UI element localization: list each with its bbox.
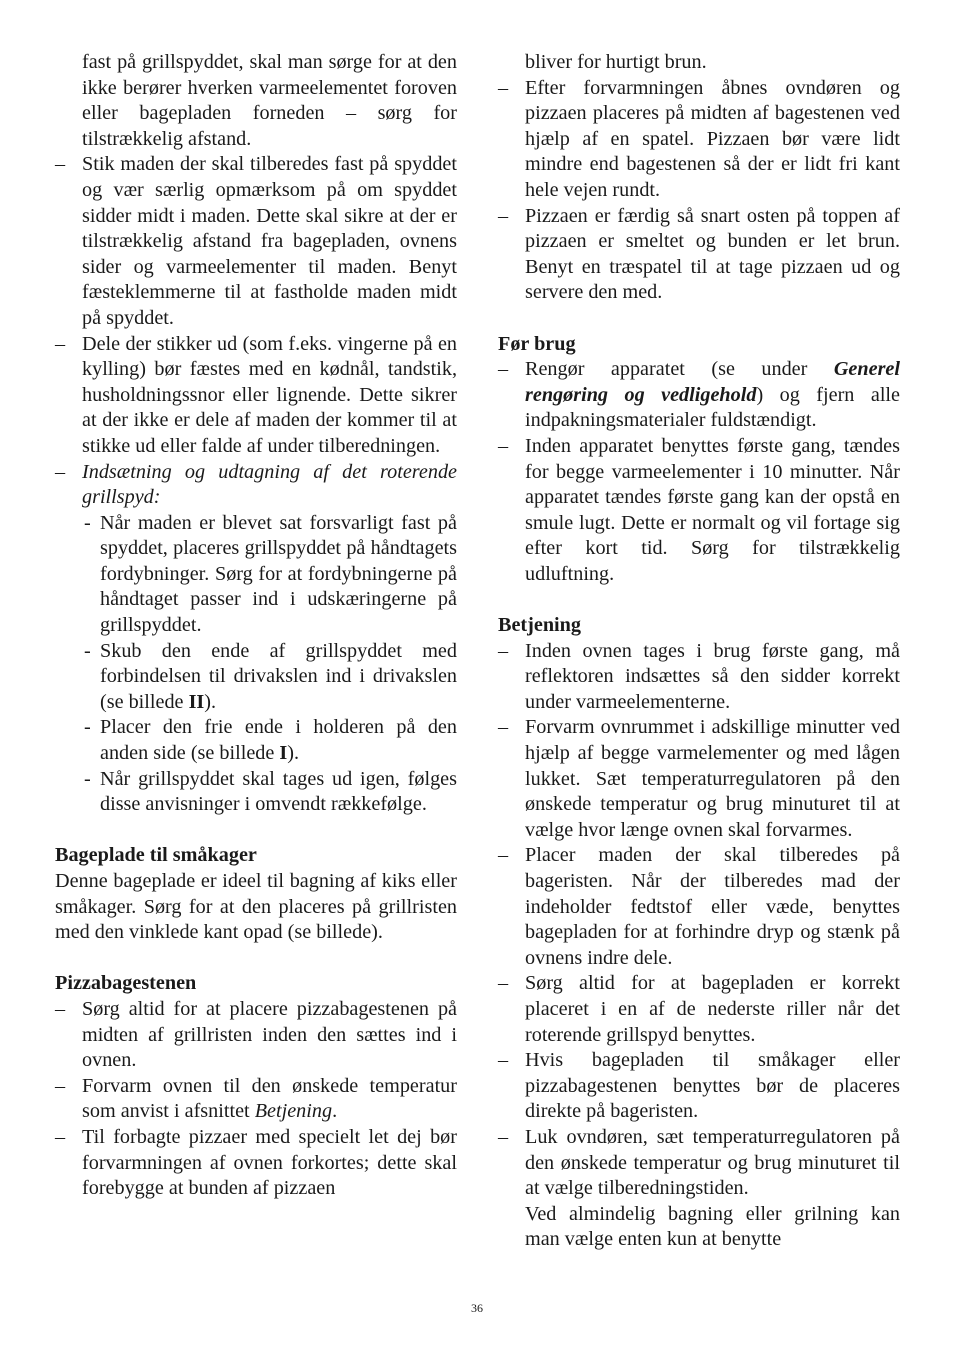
pizza2-ref: Betjening xyxy=(254,1100,333,1123)
sub-item-placering: - Når maden er blevet sat forsvarligt fast på spyddet, placeres grillspyddet på håndtagets fordybninger. Sørg for at fordybningerne på håndtaget passer ind i udskæringerne på grillspyddet. xyxy=(55,511,457,639)
sub-item-placer xyxy=(55,715,457,766)
page-number: 36 xyxy=(471,1301,483,1315)
heading-bageplade: Bageplade til småkager xyxy=(55,844,257,867)
bullet-betjening-6: – Luk ovndøren, sæt temperaturregulatoren på den ønskede temperatur og brug minuturet til at vælge tilberedningstiden. xyxy=(498,1125,900,1202)
sub-item-skub xyxy=(55,639,457,716)
indsaetning-italic: Indsætning og udtagning af det roterende grillspyd: xyxy=(82,460,457,509)
heading-pizzabagestenen: Pizzabagestenen xyxy=(55,972,197,995)
right-column xyxy=(498,50,900,1253)
bullet-dele-der-stikker: – Dele der stikker ud (som f.eks. vingerne på en kylling) bør fæstes med en kødnål, tandstik, husholdningssnor eller lignende. Dette sikrer at der ikke er dele af maden der kommer til at stikke ud eller falde af under tilberedningen. xyxy=(55,332,457,460)
bullet-indsaetning xyxy=(55,460,457,511)
sub2-ref: II xyxy=(188,690,205,713)
spacer xyxy=(498,306,900,332)
left-column xyxy=(55,50,457,1202)
bullet-foer-1 xyxy=(498,357,900,434)
sub2-end: ). xyxy=(204,690,217,713)
sub3-end: ). xyxy=(287,742,300,765)
bullet-betjening-5: – Hvis bagepladen til småkager eller pizzabagestenen benyttes bør de placeres direkte på bageristen. xyxy=(498,1048,900,1125)
bageplade-text: Denne bageplade er ideel til bagning af kiks eller småkager. Sørg for at den placeres på grillristen med den vinklede kant opad (se billede). xyxy=(55,870,457,944)
bullet-pizza-1: – Sørg altid for at placere pizzabagestenen på midten af grillristen inden den sættes ind i ovnen. xyxy=(55,997,457,1074)
sub2-text: Skub den ende af grillspyddet med forbindelsen til drivakslen ind i drivakslen (se billede xyxy=(100,639,457,713)
pizza-3-continuation: bliver for hurtigt brun. xyxy=(525,51,707,73)
bullet-betjening-3: – Placer maden der skal tilberedes på bageristen. Når der tilberedes mad der indeholder fedtstof eller væde, benyttes bagepladen for at forhindre dryp og stænk på ovnens indre dele. xyxy=(498,843,900,971)
heading-foer-brug: Før brug xyxy=(498,332,576,355)
sub-item-omvendt: - Når grillspyddet skal tages ud igen, følges disse anvisninger i omvendt rækkefølge. xyxy=(55,767,457,818)
bullet-pizza-5: – Pizzaen er færdig så snart osten på toppen af pizzaen er smeltet og bunden er let brun. Benyt en træspatel til at tage pizzaen ud og servere den med. xyxy=(498,204,900,306)
bullet-foer-2: – Inden apparatet benyttes første gang, tændes for begge varmeelementer i 10 minutter. Når apparatet tændes første gang kan der opstå en smule lugt. Dette er normalt og vil fortage sig efter kort tid. Sørg for tilstrækkelig udluftning. xyxy=(498,434,900,588)
bullet-betjening-1: – Inden ovnen tages i brug første gang, må reflektoren indsættes så den sidder korrekt under varmeelementerne. xyxy=(498,639,900,716)
bullet-pizza-2 xyxy=(55,1074,457,1125)
sub3-text: Placer den frie ende i holderen på den anden side (se billede xyxy=(100,716,457,765)
bullet-pizza-4: – Efter forvarmningen åbnes ovndøren og pizzaen placeres på midten af bagestenen ved hjælp af en spatel. Pizzaen bør være lidt mindre end bagestenen så der er lidt fri kant hele vejen rundt. xyxy=(498,76,900,204)
foer1-text: Rengør apparatet (se under xyxy=(525,358,834,381)
spacer xyxy=(498,587,900,613)
heading-betjening: Betjening xyxy=(498,614,581,637)
foer1-ref: Generel rengøring og vedligehold xyxy=(525,358,900,406)
bullet-betjening-2: – Forvarm ovnrummet i adskillige minutter ved hjælp af begge varmelementer og med lågen lukket. Sæt temperaturregulatoren på den ønskede temperatur og brug minuturet til at vælge hvor længe ovnen skal forvarmes. xyxy=(498,715,900,843)
foer1-end: ) og fjern alle indpakningsmaterialer fuldstændigt. xyxy=(525,383,901,432)
spacer xyxy=(55,818,457,844)
betjening-6-continuation: Ved almindelig bagning eller grilning kan man vælge enten kun at benytte xyxy=(525,1202,900,1251)
bullet-betjening-4: – Sørg altid for at bagepladen er korrekt placeret i en af de nederste riller når det roterende grillspyd benyttes. xyxy=(498,971,900,1048)
bullet-pizza-3: – Til forbagte pizzaer med specielt let dej bør forvarmningen af ovnen forkortes; dette skal forebygge at bunden af pizzaen xyxy=(55,1125,457,1202)
sub3-ref: I xyxy=(279,742,288,765)
bullet-stik-maden: – Stik maden der skal tilberedes fast på spyddet og vær særlig opmærksom på om spyddet sidder midt i maden. Dette skal sikre at der er tilstrækkelig afstand fra bagepladen, ovnens sider og varmeelementer til maden. Benyt fæsteklemmerne til at fastholde maden midt på spyddet. xyxy=(55,152,457,331)
pizza2-end: . xyxy=(332,1100,338,1123)
pizza2-text: Forvarm ovnen til den ønskede temperatur som anvist i afsnittet xyxy=(82,1074,457,1123)
spacer xyxy=(55,946,457,972)
intro-continuation: fast på grillspyddet, skal man sørge for at den ikke berører hverken varmeelementet foroven eller bagepladen forneden – sørg for tilstrækkelig afstand. xyxy=(82,51,457,150)
